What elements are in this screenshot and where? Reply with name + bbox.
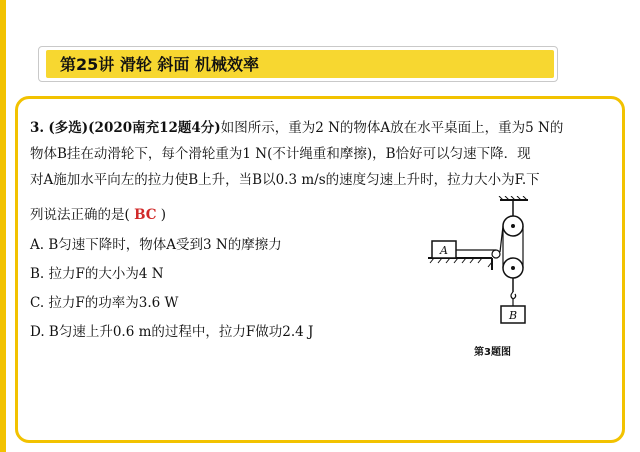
pulley-diagram bbox=[420, 196, 580, 344]
question-line-4 bbox=[30, 205, 166, 225]
question-tag: (多选) bbox=[48, 120, 89, 136]
block-b-label: B bbox=[508, 309, 518, 322]
option-d: D. B匀速上升0.6 m的过程中，拉力F做功2.4 J bbox=[30, 324, 314, 340]
option-c: C. 拉力F的功率为3.6 W bbox=[30, 295, 179, 311]
lesson-title: 第25讲 滑轮 斜面 机械效率 bbox=[60, 55, 259, 74]
option-a: A. B匀速下降时，物体A受到3 N的摩擦力 bbox=[30, 237, 282, 253]
block-a-label: A bbox=[440, 244, 448, 257]
question-line-1 bbox=[30, 118, 563, 138]
question-source: (2020南充12题4分) bbox=[88, 120, 221, 136]
corner-pulley bbox=[492, 250, 500, 258]
fixed-pulley-axle bbox=[511, 224, 515, 228]
question-close-paren: ) bbox=[160, 207, 167, 223]
option-b: B. 拉力F的大小为4 N bbox=[30, 266, 164, 282]
question-line-2: 物体B挂在动滑轮下，每个滑轮重为1 N(不计绳重和摩擦)，B恰好可以匀速下降．现 bbox=[30, 146, 531, 162]
answer-text: BC bbox=[134, 207, 157, 223]
figure-caption: 第3题图 bbox=[474, 347, 511, 358]
question-text-4: 列说法正确的是( bbox=[30, 207, 130, 223]
table-hatch bbox=[430, 258, 492, 267]
question-line-3: 对A施加水平向左的拉力使B上升，当B以0.3 m/s的速度匀速上升时，拉力大小为F.下 bbox=[30, 172, 540, 188]
hook bbox=[511, 292, 516, 299]
question-number: 3. bbox=[30, 120, 45, 136]
left-accent-bar bbox=[0, 0, 6, 452]
question-text-1: 如图所示，重为2 N的物体A放在水平桌面上，重为5 N的 bbox=[220, 120, 564, 136]
movable-pulley-axle bbox=[511, 266, 515, 270]
